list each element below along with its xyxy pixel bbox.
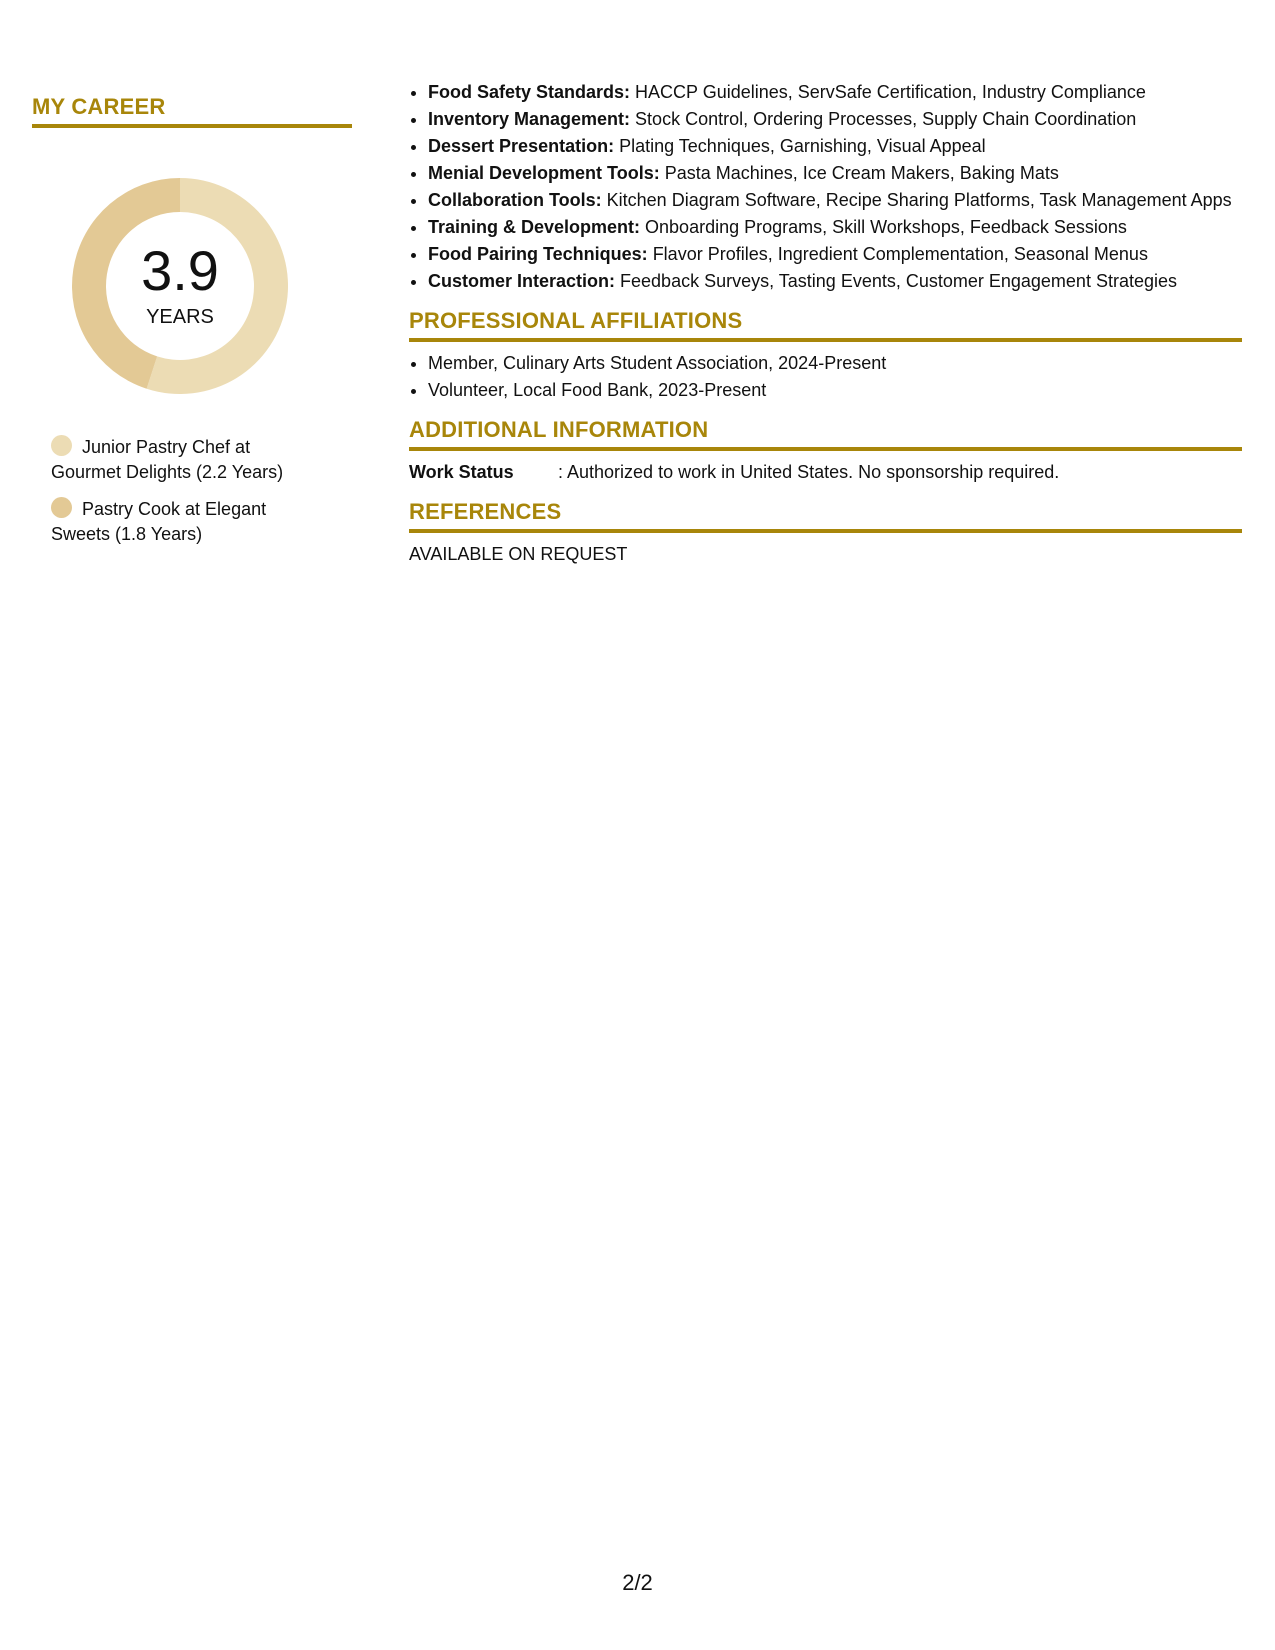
work-status-value: : Authorized to work in United States. No sponsorship required. [558, 462, 1060, 482]
career-donut-chart [67, 173, 293, 399]
legend-label: Pastry Cook at Elegant Sweets (1.8 Years) [51, 499, 267, 544]
donut-total-value: 3.9 [141, 239, 219, 302]
skill-text: Flavor Profiles, Ingredient Complementation, Seasonal Menus [647, 244, 1148, 264]
work-status-row [409, 460, 1242, 484]
skill-label: Dessert Presentation: [428, 136, 615, 156]
skill-text: HACCP Guidelines, ServSafe Certification, Industry Compliance [630, 82, 1146, 102]
skill-item [428, 215, 1242, 239]
skill-label: Collaboration Tools: [428, 190, 602, 210]
donut-center [67, 173, 293, 399]
legend-dot-icon [51, 497, 72, 518]
skill-item [428, 107, 1242, 131]
affiliations-heading: PROFESSIONAL AFFILIATIONS [409, 310, 1242, 342]
skill-label: Customer Interaction: [428, 271, 616, 291]
legend-dot-icon [51, 435, 72, 456]
skill-text: Onboarding Programs, Skill Workshops, Feedback Sessions [640, 217, 1127, 237]
affiliations-list [409, 351, 1242, 402]
skill-label: Inventory Management: [428, 109, 631, 129]
career-panel [32, 96, 352, 559]
skill-item [428, 188, 1242, 212]
affiliations-section [409, 310, 1242, 402]
references-section [409, 501, 1242, 566]
skill-label: Training & Development: [428, 217, 641, 237]
references-heading: REFERENCES [409, 501, 1242, 533]
skill-label: Food Safety Standards: [428, 82, 631, 102]
skill-item [428, 242, 1242, 266]
skill-text: Plating Techniques, Garnishing, Visual Appeal [614, 136, 986, 156]
main-content [409, 80, 1242, 566]
skills-list [409, 80, 1242, 293]
skill-label: Menial Development Tools: [428, 163, 660, 183]
donut-total-unit: YEARS [146, 306, 214, 328]
legend-item [51, 497, 321, 547]
page-number: 2/2 [622, 1570, 653, 1595]
skill-text: Stock Control, Ordering Processes, Supply Chain Coordination [630, 109, 1137, 129]
skill-item [428, 269, 1242, 293]
skill-item [428, 80, 1242, 104]
skill-label: Food Pairing Techniques: [428, 244, 648, 264]
affiliation-item: • Member, Culinary Arts Student Association, 2024-Present [428, 351, 1242, 375]
additional-info-section [409, 419, 1242, 484]
skill-text: Feedback Surveys, Tasting Events, Customer Engagement Strategies [615, 271, 1177, 291]
skill-text: Kitchen Diagram Software, Recipe Sharing Platforms, Task Management Apps [601, 190, 1232, 210]
affiliation-item: • Volunteer, Local Food Bank, 2023-Present [428, 378, 1242, 402]
skill-text: Pasta Machines, Ice Cream Makers, Baking Mats [659, 163, 1059, 183]
skill-item [428, 161, 1242, 185]
additional-info-heading: ADDITIONAL INFORMATION [409, 419, 1242, 451]
skill-item [428, 134, 1242, 158]
career-legend [51, 435, 321, 547]
legend-label: Junior Pastry Chef at Gourmet Delights (2.2 Years) [51, 437, 284, 482]
references-text: AVAILABLE ON REQUEST [409, 544, 628, 564]
work-status-label: Work Status [409, 462, 514, 482]
legend-item [51, 435, 321, 485]
career-heading: MY CAREER [32, 96, 352, 128]
